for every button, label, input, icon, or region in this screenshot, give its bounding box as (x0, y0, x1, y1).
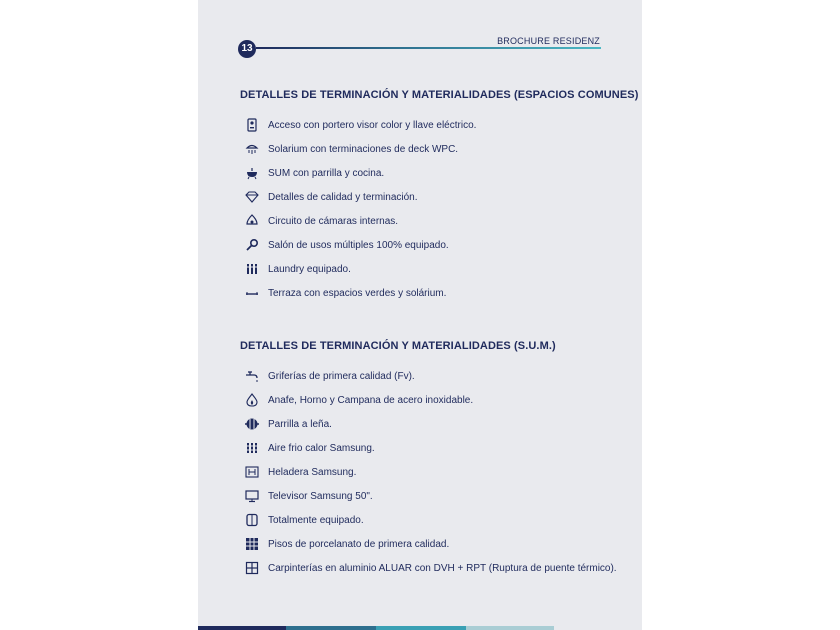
fridge-icon (244, 464, 260, 480)
list-item (244, 460, 617, 484)
list-item-text: Solarium con terminaciones de deck WPC. (268, 143, 459, 155)
header-rule (256, 47, 601, 49)
list-item (244, 388, 617, 412)
list-item (244, 257, 476, 281)
list-item-text: Acceso con portero visor color y llave eléctrico. (268, 119, 477, 131)
grill-icon (244, 165, 260, 181)
tiles-icon (244, 536, 260, 552)
diamond-icon (244, 189, 260, 205)
list-item (244, 209, 476, 233)
list-item (244, 233, 476, 257)
footer-color-bar (198, 626, 642, 630)
list-item-text: Salón de usos múltiples 100% equipado. (268, 239, 449, 251)
list-item (244, 508, 617, 532)
intercom-icon (244, 117, 260, 133)
list-item-text: Totalmente equipado. (268, 514, 364, 526)
faucet-icon (244, 368, 260, 384)
list-item (244, 556, 617, 580)
list-item-text: Anafe, Horno y Campana de acero inoxidable. (268, 394, 474, 406)
list-item (244, 364, 617, 388)
sum-list (244, 364, 617, 580)
list-item-text: Terraza con espacios verdes y solárium. (268, 287, 447, 299)
laundry-icon (244, 261, 260, 277)
list-item-text: Pisos de porcelanato de primera calidad. (268, 538, 450, 550)
grill-grate-icon (244, 416, 260, 432)
list-item (244, 532, 617, 556)
brochure-page (198, 0, 642, 630)
list-item (244, 185, 476, 209)
list-item-text: Parrilla a leña. (268, 418, 332, 430)
list-item (244, 436, 617, 460)
key-icon (244, 237, 260, 253)
list-item (244, 161, 476, 185)
common-spaces-list (244, 113, 476, 305)
air-conditioner-icon (244, 440, 260, 456)
list-item-text: Circuito de cámaras internas. (268, 215, 399, 227)
cabinet-icon (244, 512, 260, 528)
tv-icon (244, 488, 260, 504)
list-item-text: SUM con parrilla y cocina. (268, 167, 385, 179)
header-title: BROCHURE RESIDENZ (497, 36, 600, 46)
list-item-text: Detalles de calidad y terminación. (268, 191, 418, 203)
camera-icon (244, 213, 260, 229)
list-item-text: Carpinterías en aluminio ALUAR con DVH + RPT (Ruptura de puente térmico). (268, 562, 617, 574)
list-item-text: Griferías de primera calidad (Fv). (268, 370, 415, 382)
terrace-icon (244, 285, 260, 301)
list-item (244, 281, 476, 305)
list-item (244, 484, 617, 508)
list-item-text: Televisor Samsung 50". (268, 490, 373, 502)
flame-icon (244, 392, 260, 408)
list-item-text: Heladera Samsung. (268, 466, 357, 478)
section-title-common-spaces: DETALLES DE TERMINACIÓN Y MATERIALIDADES (ESPACIOS COMUNES) (240, 89, 639, 101)
page-number-badge: 13 (238, 40, 256, 58)
section-title-sum: DETALLES DE TERMINACIÓN Y MATERIALIDADES (S.U.M.) (240, 340, 556, 352)
list-item-text: Laundry equipado. (268, 263, 351, 275)
window-icon (244, 560, 260, 576)
list-item (244, 113, 476, 137)
list-item-text: Aire frio calor Samsung. (268, 442, 375, 454)
list-item (244, 137, 476, 161)
list-item (244, 412, 617, 436)
shower-icon (244, 141, 260, 157)
